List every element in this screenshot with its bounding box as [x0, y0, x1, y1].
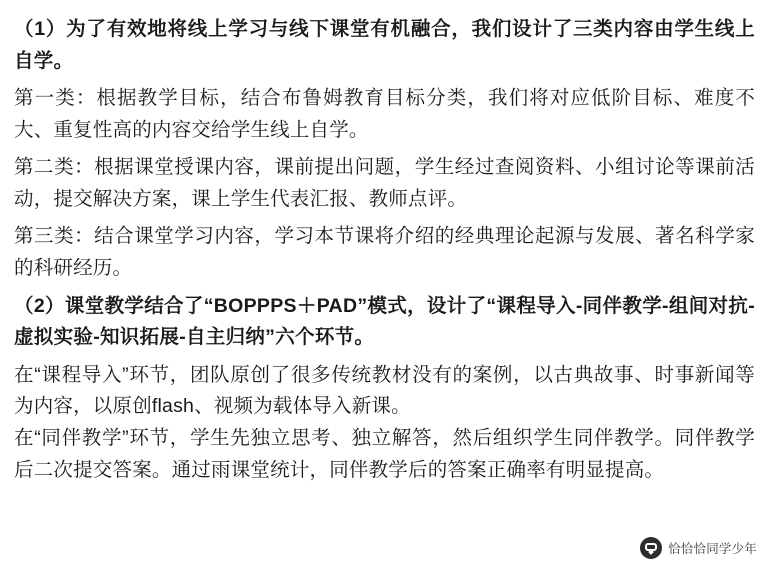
paragraph-body-1: 第一类：根据教学目标，结合布鲁姆教育目标分类，我们将对应低阶目标、难度不大、重复性高的内容交给学生线上自学。: [14, 87, 755, 141]
paragraph-heading-2: （2）课堂教学结合了“BOPPPS＋PAD”模式，设计了“课程导入-同伴教学-组间对抗-虚拟实验-知识拓展-自主归纳”六个环节。: [14, 294, 755, 349]
account-name: 恰恰恰同学少年: [668, 542, 757, 556]
watermark-badge: [636, 534, 763, 562]
paragraph-body-4: 在“课程导入”环节，团队原创了很多传统教材没有的案例，以古典故事、时事新闻等为内容，以原创flash、视频为载体导入新课。: [14, 363, 755, 418]
paragraph-heading-1: （1）为了有效地将线上学习与线下课堂有机融合，我们设计了三类内容由学生线上自学。: [14, 18, 755, 72]
paragraph-body-3: 第三类：结合课堂学习内容，学习本节课将介绍的经典理论起源与发展、著名科学家的科研经历。: [14, 225, 755, 280]
chat-bubble-avatar-icon: [640, 537, 662, 559]
paragraph-body-2: 第二类：根据课堂授课内容，课前提出问题，学生经过查阅资料、小组讨论等课前活动，提交解决方案，课上学生代表汇报、教师点评。: [14, 156, 755, 210]
paragraph-body-5: 在“同伴教学”环节，学生先独立思考、独立解答，然后组织学生同伴教学。同伴教学后二次提交答案。通过雨课堂统计，同伴教学后的答案正确率有明显提高。: [14, 426, 755, 481]
